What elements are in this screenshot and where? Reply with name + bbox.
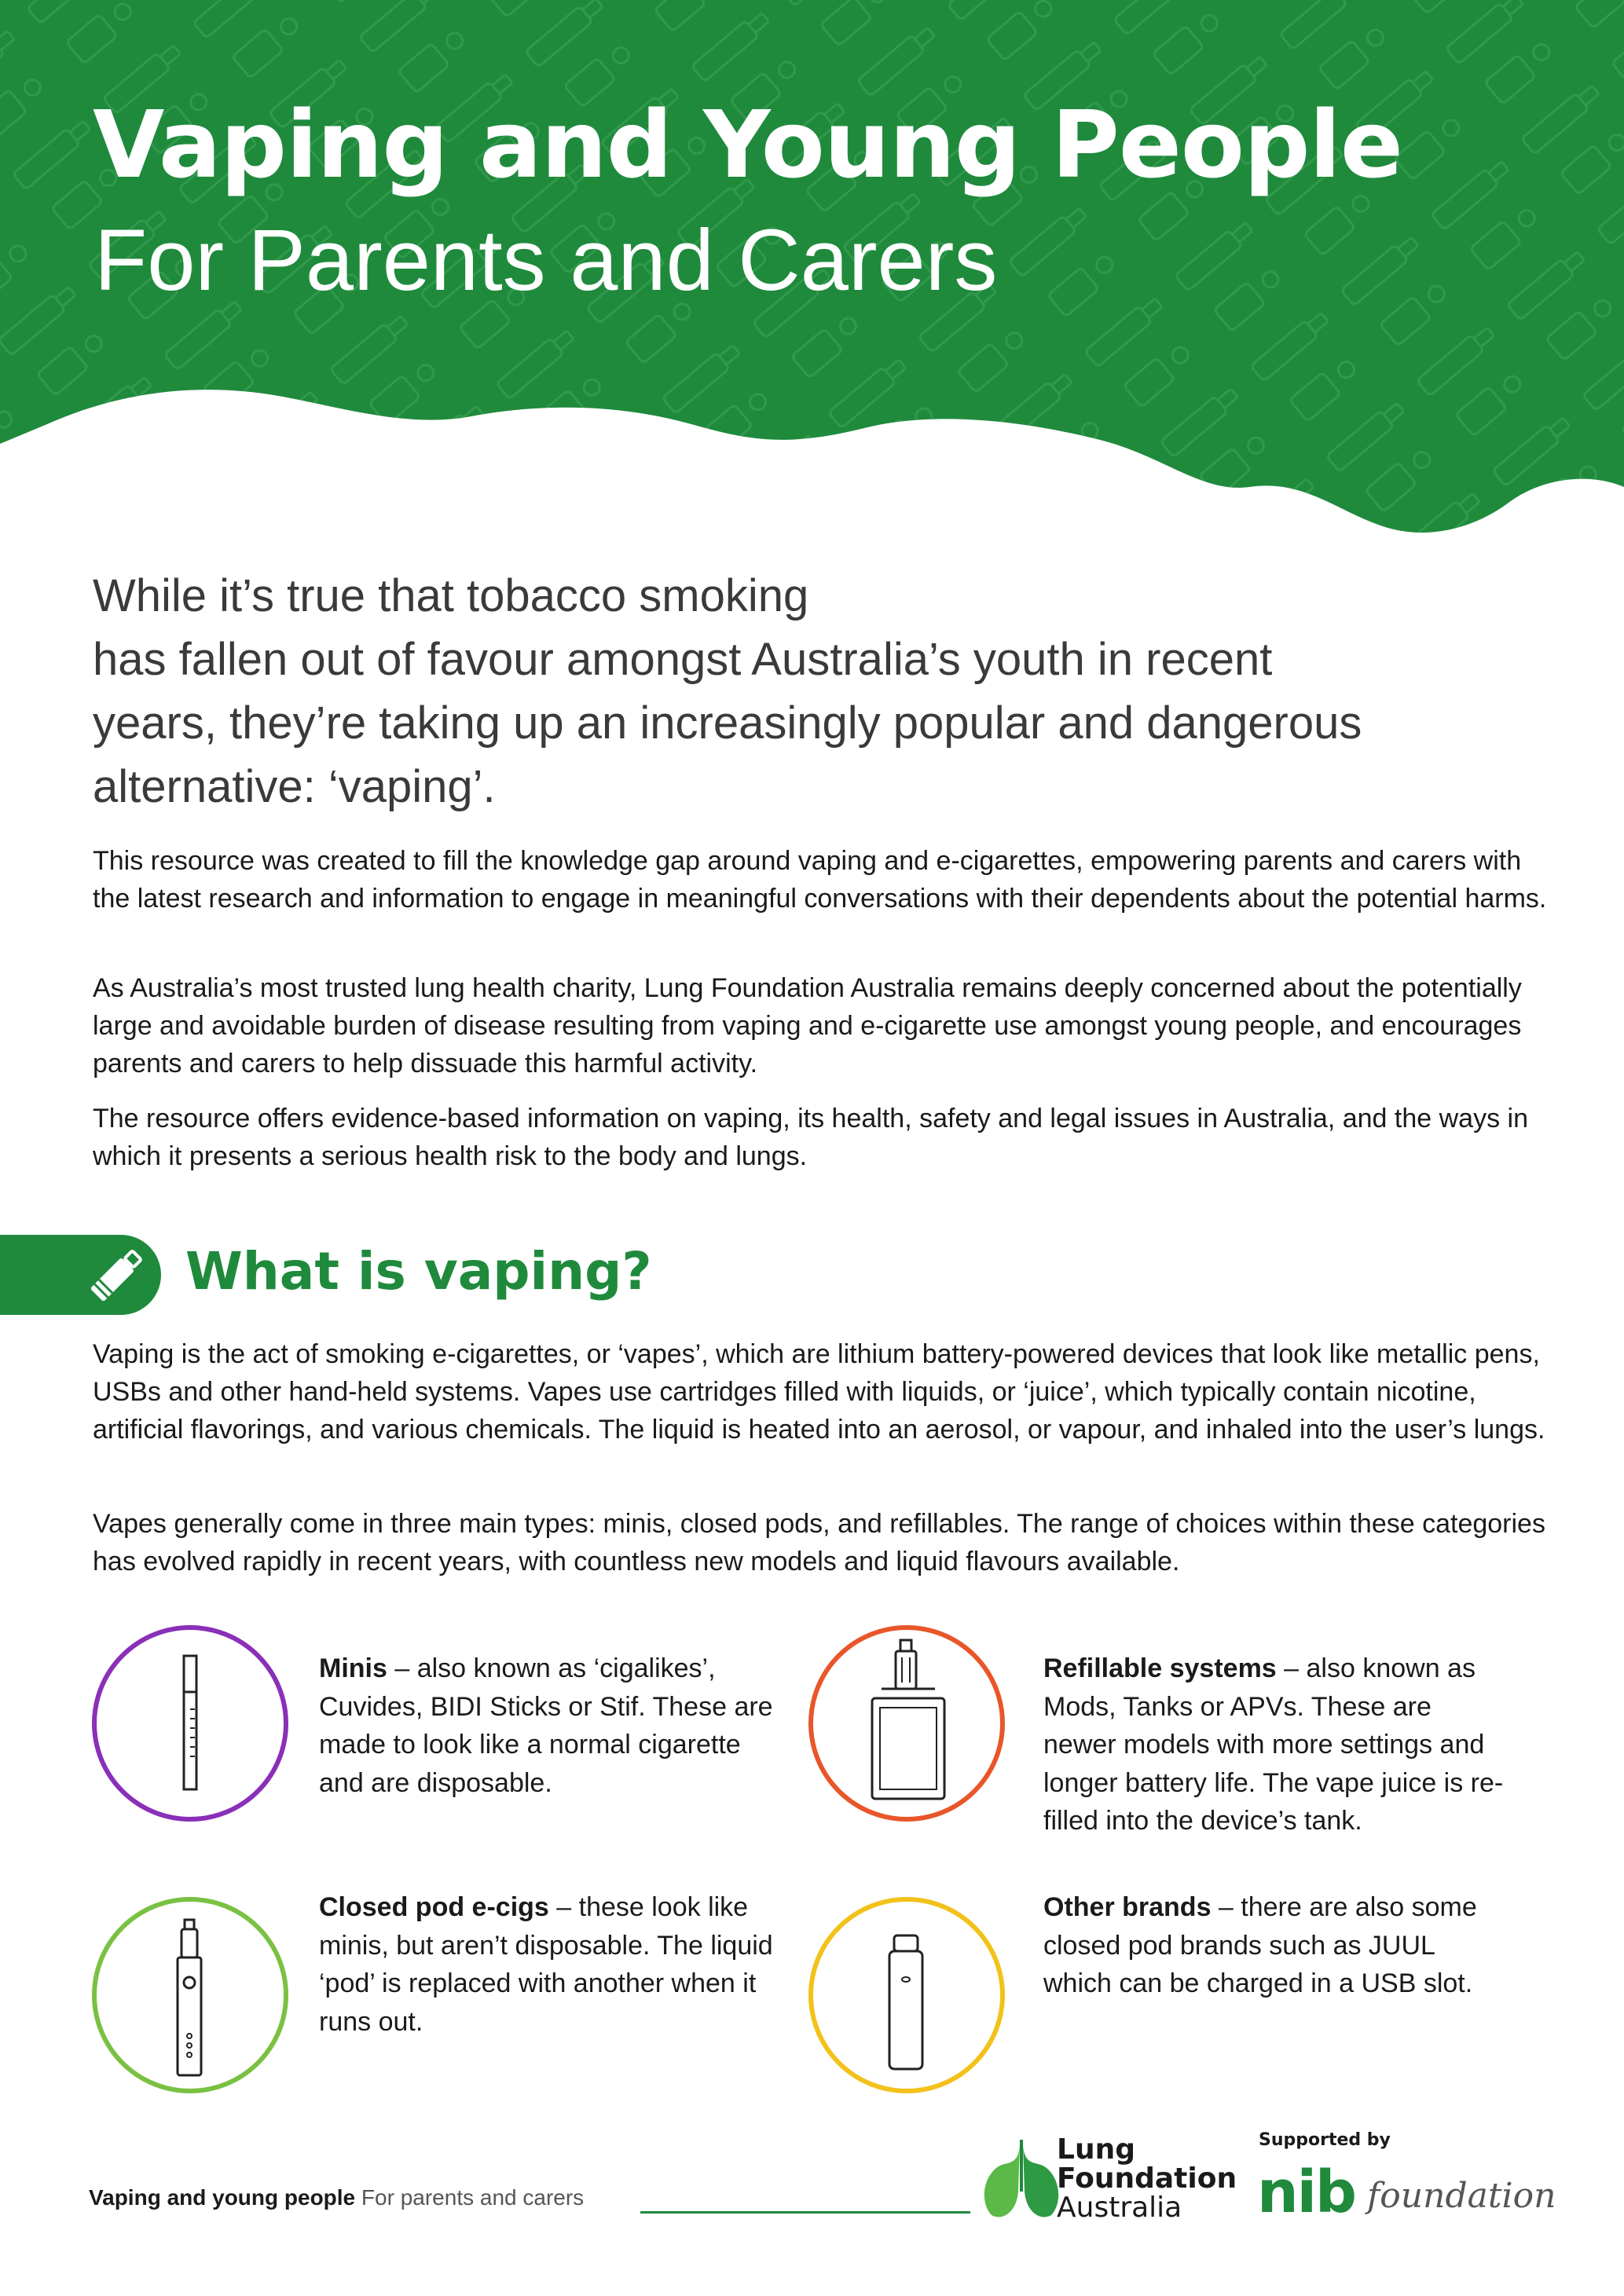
usb-pod-icon: [806, 1895, 1007, 2096]
device-description: – also known as ‘cigalikes’, Cuvides, BIDI Sticks or Stif. These are made to look like a normal cigarette and are disposable.: [319, 1653, 773, 1798]
intro-paragraph: The resource offers evidence-based information on vaping, its health, safety and legal issues in Australia, and the ways in which it presents a serious health risk to the body and lungs.: [93, 1104, 1528, 1171]
org-name-line: Foundation: [1057, 2162, 1237, 2195]
device-name: Other brands: [1043, 1892, 1212, 1922]
section-paragraph: Vaping is the act of smoking e-cigarettes, or ‘vapes’, which are lithium battery-powered devices that look like metallic pens, USBs and other hand-held systems. Vapes use cartridges filled with liquids, or ‘juice’, which typically contain nicotine, artificial flavorings, and various chemicals. The liquid is heated into an aerosol, or vapour, and inhaled into the user’s lungs.: [93, 1339, 1545, 1445]
footer-title: [89, 2185, 584, 2210]
section-paragraph: Vapes generally come in three main types: minis, closed pods, and refillables. The range of choices within these categories has evolved rapidly in recent years, with countless new models and liquid flavours available.: [93, 1509, 1545, 1576]
footer-rule: [640, 2211, 970, 2214]
device-description: – there are also some closed pod brands such as JUUL which can be charged in a USB slot.: [1043, 1892, 1477, 1998]
lung-logo-icon: [974, 2137, 1069, 2223]
lead-line: years, they’re taking up an increasingly popular and dangerous: [93, 698, 1362, 749]
device-description: – also known as Mods, Tanks or APVs. These are newer models with more settings and longer battery life. The vape juice is re-filled into the device’s tank.: [1043, 1653, 1504, 1836]
lead-line: While it’s true that tobacco smoking: [93, 570, 809, 621]
device-item-closed-pod: [319, 1888, 783, 2041]
device-item-other: [1043, 1888, 1507, 2003]
device-name: Refillable systems: [1043, 1653, 1277, 1683]
supported-by-label: Supported by: [1259, 2130, 1391, 2150]
lead-line: has fallen out of favour amongst Australia’s youth in recent: [93, 634, 1273, 685]
page-title: Vaping and Young People: [93, 90, 1402, 199]
intro-paragraph: This resource was created to fill the knowledge gap around vaping and e-cigarettes, empowering parents and carers with the latest research and information to engage in meaningful conversations with their dependents about the potential harms.: [93, 846, 1547, 914]
device-name: Minis: [319, 1653, 387, 1683]
device-item-minis: [319, 1650, 783, 1802]
intro-lead: [93, 564, 1570, 818]
org-name-line: Lung: [1057, 2133, 1135, 2166]
section-tab: [0, 1235, 161, 1315]
sponsor-logo: nib: [1257, 2159, 1356, 2226]
footer-title-bold: Vaping and young people: [89, 2185, 356, 2210]
sponsor-logo-sub: foundation: [1367, 2176, 1556, 2216]
org-name: [1057, 2135, 1237, 2222]
refillable-vape-icon: [806, 1623, 1007, 1824]
header-banner: [0, 0, 1624, 550]
device-name: Closed pod e-cigs: [319, 1892, 549, 1922]
section-title: What is vaping?: [185, 1241, 652, 1302]
org-name-line: Australia: [1057, 2192, 1182, 2224]
closed-pod-icon: [90, 1895, 291, 2096]
mini-vape-icon: [90, 1623, 291, 1824]
intro-paragraph: As Australia’s most trusted lung health charity, Lung Foundation Australia remains deeply concerned about the potentially large and avoidable burden of disease resulting from vaping and e-cigarette use amongst young people, and encourages parents and carers to help dissuade this harmful activity.: [93, 973, 1522, 1078]
device-description: – these look like minis, but aren’t disposable. The liquid ‘pod’ is replaced with another when it runs out.: [319, 1892, 773, 2037]
page-subtitle: For Parents and Carers: [94, 212, 998, 309]
lead-line: alternative: ‘vaping’.: [93, 761, 496, 812]
device-item-refillable: [1043, 1650, 1507, 1840]
footer-title-rest: For parents and carers: [361, 2185, 585, 2210]
